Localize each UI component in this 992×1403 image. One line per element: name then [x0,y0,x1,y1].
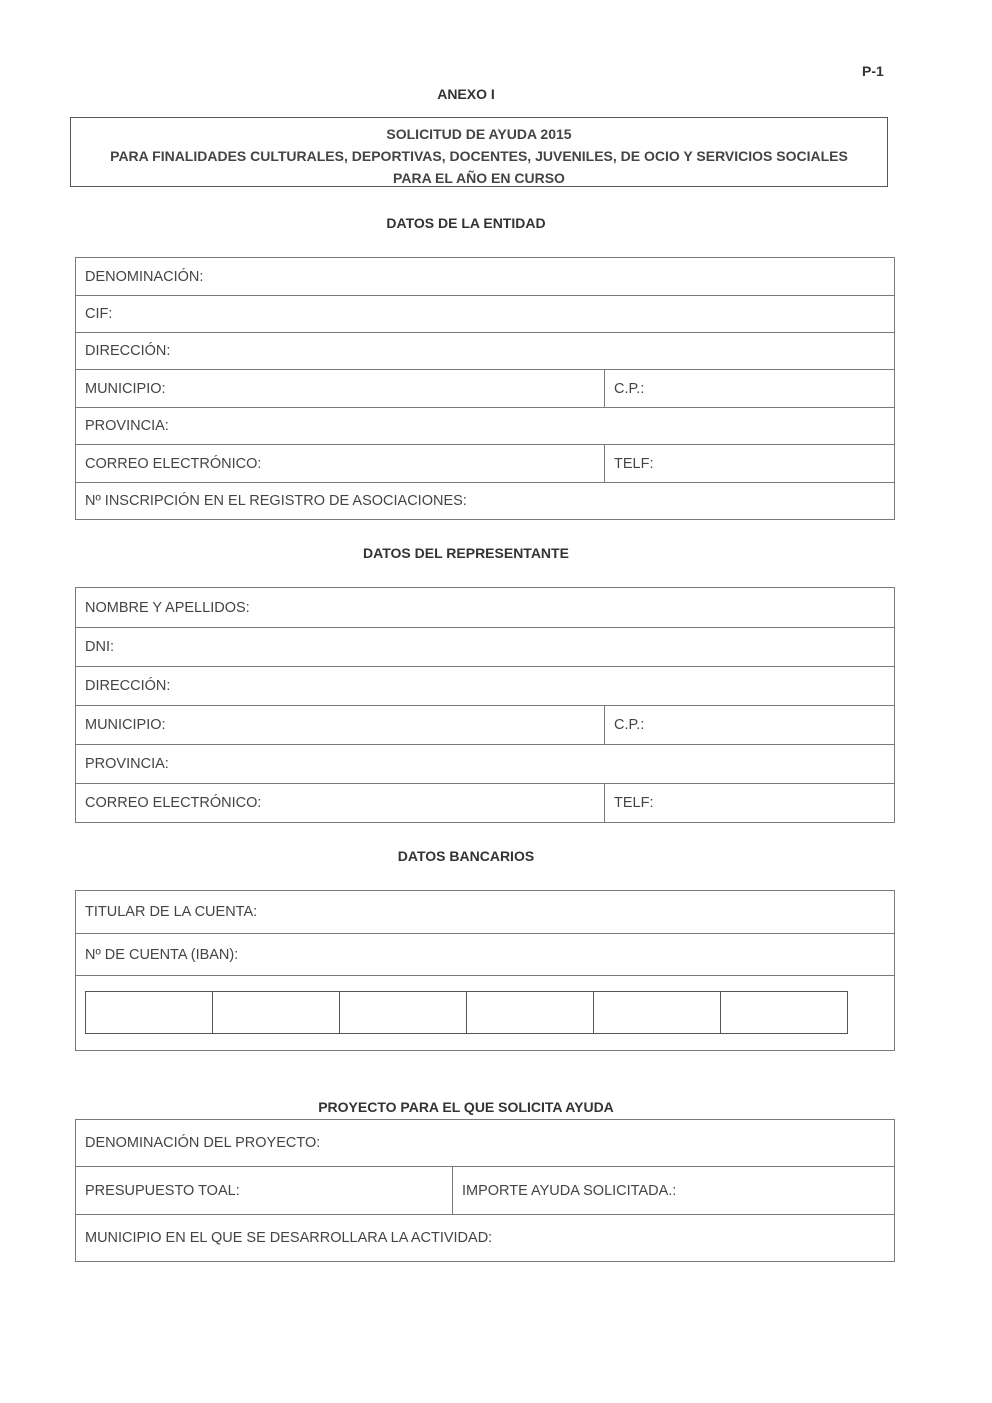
entidad-heading: DATOS DE LA ENTIDAD [386,215,546,231]
representante-telf-field[interactable]: TELF: [605,784,895,823]
proyecto-importe-field[interactable]: IMPORTE AYUDA SOLICITADA.: [453,1167,895,1215]
entidad-table [75,257,895,520]
form-title-line-2: PARA FINALIDADES CULTURALES, DEPORTIVAS, DOCENTES, JUVENILES, DE OCIO Y SERVICIOS SOCIALES [110,148,848,164]
representante-direccion-field[interactable]: DIRECCIÓN: [76,667,895,706]
representante-nombre-field[interactable]: NOMBRE Y APELLIDOS: [76,588,895,628]
bancarios-heading: DATOS BANCARIOS [397,848,535,864]
entidad-registro-field[interactable]: Nº INSCRIPCIÓN EN EL REGISTRO DE ASOCIACIONES: [76,483,895,520]
form-title-box [70,117,888,187]
proyecto-heading: PROYECTO PARA EL QUE SOLICITA AYUDA [318,1099,614,1115]
representante-dni-field[interactable]: DNI: [76,628,895,667]
proyecto-municipio-field[interactable]: MUNICIPIO EN EL QUE SE DESARROLLARA LA ACTIVIDAD: [76,1215,895,1262]
representante-provincia-field[interactable]: PROVINCIA: [76,745,895,784]
representante-table [75,587,895,823]
page-code: P-1 [862,63,884,79]
proyecto-presupuesto-field[interactable]: PRESUPUESTO TOAL: [76,1167,453,1215]
entidad-correo-field[interactable]: CORREO ELECTRÓNICO: [76,445,605,483]
proyecto-table [75,1119,895,1262]
proyecto-denominacion-field[interactable]: DENOMINACIÓN DEL PROYECTO: [76,1120,895,1167]
iban-box[interactable] [721,992,847,1033]
form-title-line-1: SOLICITUD DE AYUDA 2015 [386,126,572,142]
representante-municipio-field[interactable]: MUNICIPIO: [76,706,605,745]
bancarios-cuenta-field[interactable]: Nº DE CUENTA (IBAN): [76,934,895,976]
iban-box[interactable] [594,992,721,1033]
entidad-direccion-field[interactable]: DIRECCIÓN: [76,333,895,370]
entidad-cp-field[interactable]: C.P.: [605,370,895,408]
iban-box[interactable] [340,992,467,1033]
entidad-denominacion-field[interactable]: DENOMINACIÓN: [76,258,895,296]
representante-cp-field[interactable]: C.P.: [605,706,895,745]
form-title-line-3: PARA EL AÑO EN CURSO [393,170,565,186]
iban-boxes [85,991,848,1034]
entidad-cif-field[interactable]: CIF: [76,296,895,333]
iban-box[interactable] [213,992,340,1033]
iban-box[interactable] [467,992,594,1033]
bancarios-titular-field[interactable]: TITULAR DE LA CUENTA: [76,891,895,934]
representante-heading: DATOS DEL REPRESENTANTE [363,545,569,561]
entidad-provincia-field[interactable]: PROVINCIA: [76,408,895,445]
annex-title: ANEXO I [437,86,495,102]
iban-box[interactable] [86,992,213,1033]
representante-correo-field[interactable]: CORREO ELECTRÓNICO: [76,784,605,823]
entidad-municipio-field[interactable]: MUNICIPIO: [76,370,605,408]
entidad-telf-field[interactable]: TELF: [605,445,895,483]
